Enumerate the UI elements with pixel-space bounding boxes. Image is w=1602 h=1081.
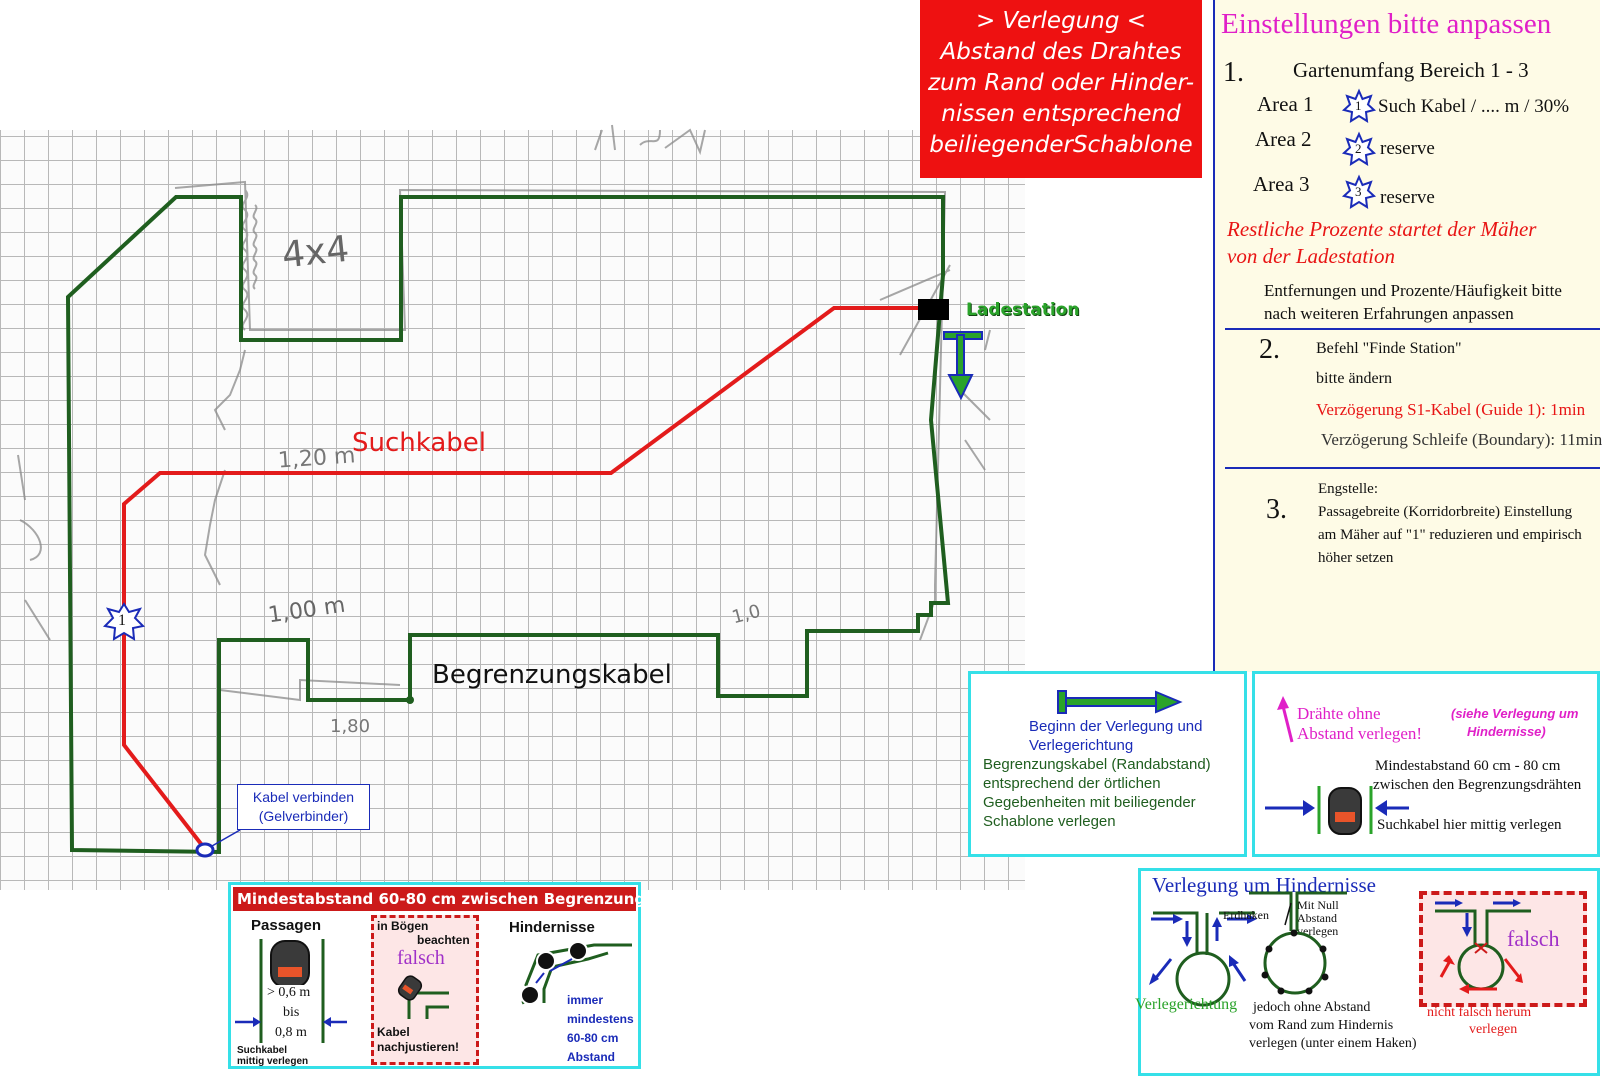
- connect-callout: [237, 784, 370, 830]
- s3-line2: Passagebreite (Korridorbreite) Einstellung: [1318, 504, 1573, 520]
- sketch-label-plot: 4x4: [280, 228, 352, 277]
- mindest-kabel2: nachjustieren!: [377, 1040, 460, 1054]
- mindest-boegen2: beachten: [417, 933, 470, 947]
- hindernisse-verlegerichtung: Verlegerichtung: [1135, 996, 1238, 1013]
- note-line1: Entfernungen und Prozente/Häufigkeit bitte: [1264, 281, 1562, 300]
- area-2-label: Area 2: [1255, 127, 1312, 151]
- direction-arrow-icon: [1056, 688, 1182, 716]
- beginn-line4: entsprechend der örtlichen: [983, 775, 1161, 792]
- area-2-star-number: 2: [1355, 141, 1362, 156]
- settings-panel: [1213, 0, 1600, 672]
- hindernisse-jedoch3: verlegen (unter einem Haken): [1249, 1036, 1417, 1051]
- mindest-immer1: immer: [567, 993, 604, 1007]
- divider-2: [1225, 467, 1600, 469]
- area-1-label: Area 1: [1257, 92, 1314, 116]
- beginn-line3: Begrenzungskabel (Randabstand): [983, 756, 1211, 773]
- mindest-passagen: Passagen: [251, 917, 322, 934]
- rest-percent-line1: Restliche Prozente startet der Mäher: [1227, 217, 1537, 241]
- beginn-line5: Gegebenheiten mit beiliegender: [983, 794, 1196, 811]
- mindest-title: Mindestabstand 60-80 cm zwischen Begrenzungsdrähten: [233, 887, 636, 911]
- callout-line: [212, 830, 240, 846]
- sketch-label-dim1: 1,20 m: [277, 443, 357, 474]
- boundary-cable: [68, 197, 948, 852]
- verlegung-notice: [920, 0, 1202, 178]
- notice-line-2: Abstand des Drahtes: [940, 39, 1182, 65]
- area-3-star-number: 3: [1355, 184, 1362, 199]
- draehte-such: Suchkabel hier mittig verlegen: [1377, 817, 1562, 833]
- draehte-line1: Drähte ohne: [1297, 704, 1381, 723]
- area-1-text: Such Kabel / .... m / 30%: [1378, 96, 1570, 117]
- sketch-label-dim3: 1,80: [330, 716, 371, 737]
- draehte-note2: Hindernisse): [1467, 724, 1546, 739]
- magenta-arrow-icon: [1275, 696, 1299, 744]
- draehte-line2: Abstand verlegen!: [1297, 724, 1423, 743]
- hindernisse-jedoch1: jedoch ohne Abstand: [1253, 1000, 1371, 1015]
- hindernisse-mit2: Abstand: [1297, 911, 1337, 925]
- panel-draehte-ohne-abstand: [1252, 671, 1600, 857]
- mindest-such1: Suchkabel: [237, 1045, 288, 1056]
- area-star-1-number: 1: [118, 612, 126, 629]
- panel-beginn-verlegung: [968, 671, 1247, 857]
- mindest-boegen1: in Bögen: [377, 919, 429, 933]
- connect-callout-line2: (Gelverbinder): [258, 808, 349, 824]
- notice-line-3: zum Rand oder Hinder-: [927, 70, 1195, 96]
- mindest-immer2: mindestens: [567, 1012, 634, 1026]
- panel-verlegung-hindernisse: [1135, 868, 1600, 1076]
- mindest-hindernisse: Hindernisse: [509, 919, 595, 936]
- mindest-dist1: > 0,6 m: [267, 985, 311, 1000]
- beginn-line1: Beginn der Verlegung und: [1029, 718, 1203, 735]
- mindest-dist2: bis: [283, 1005, 300, 1020]
- beginn-line2: Verlegerichtung: [1029, 737, 1134, 754]
- draehte-note1: (siehe Verlegung um: [1451, 706, 1579, 721]
- section-3-number: 3.: [1266, 494, 1287, 525]
- s3-line3: am Mäher auf "1" reduzieren und empirisch: [1318, 527, 1582, 543]
- notice-line-4: nissen entsprechend: [941, 101, 1181, 127]
- boundary-joint-dot: [406, 696, 414, 704]
- s2-line3: Verzögerung S1-Kabel (Guide 1): 1min: [1316, 400, 1586, 419]
- hindernisse-jedoch2: vom Rand zum Hindernis: [1249, 1018, 1394, 1033]
- hindernisse-falsch: falsch: [1507, 926, 1560, 951]
- s2-line2: bitte ändern: [1316, 370, 1392, 387]
- sketch-label-dim4: 1,0: [729, 600, 763, 629]
- direction-arrow-station: [944, 332, 982, 398]
- hindernisse-mit3: verlegen: [1297, 924, 1339, 938]
- section-1-number: 1.: [1223, 57, 1244, 88]
- area-2-text: reserve: [1380, 138, 1435, 159]
- s2-line1: Befehl "Finde Station": [1316, 340, 1462, 357]
- draehte-min2: zwischen den Begrenzungsdrähten: [1373, 777, 1582, 793]
- divider-1: [1225, 328, 1600, 330]
- mindest-immer3: 60-80 cm: [567, 1031, 619, 1045]
- mindest-kabel1: Kabel: [377, 1025, 410, 1039]
- sketch-label-dim2: 1,00 m: [266, 592, 347, 629]
- panel-mindestabstand: [228, 882, 722, 1069]
- area-3-label: Area 3: [1253, 172, 1310, 196]
- connect-callout-line1: Kabel verbinden: [252, 789, 355, 805]
- corner-wire-icon: [391, 973, 461, 1021]
- zero-distance-obstacle-icon: [1247, 889, 1351, 1001]
- section-1-heading: Gartenumfang Bereich 1 - 3: [1293, 58, 1529, 82]
- mindest-dist3: 0,8 m: [275, 1025, 307, 1040]
- suchkabel-line: [124, 308, 934, 849]
- note-line2: nach weiteren Erfahrungen anpassen: [1264, 304, 1514, 323]
- hindernisse-nicht2: verlegen: [1469, 1022, 1518, 1037]
- hindernisse-title: Verlegung um Hindernisse: [1152, 873, 1376, 897]
- settings-title: Einstellungen bitte anpassen: [1221, 8, 1552, 40]
- notice-line-1: > Verlegung <: [975, 8, 1147, 34]
- mindest-falsch: falsch: [397, 947, 445, 969]
- area-3-text: reserve: [1380, 187, 1435, 208]
- rest-percent-line2: von der Ladestation: [1227, 244, 1395, 268]
- s3-line1: Engstelle:: [1318, 481, 1378, 497]
- notice-line-5: beiliegenderSchablone: [929, 132, 1193, 158]
- suchkabel-label: Suchkabel: [352, 428, 487, 458]
- pencil-sketch: [18, 125, 990, 700]
- s2-line4: Verzögerung Schleife (Boundary): 11min: [1321, 430, 1602, 449]
- mindest-such2: mittig verlegen: [237, 1056, 309, 1067]
- mindest-immer4: Abstand: [567, 1050, 615, 1064]
- cable-connector: [197, 844, 213, 856]
- hindernisse-mit1: Mit Null: [1297, 898, 1339, 912]
- area-1-star-number: 1: [1355, 98, 1362, 113]
- ladestation-label: Ladestation: [966, 300, 1080, 320]
- ladestation-box: [918, 299, 949, 320]
- begrenzungskabel-label: Begrenzungskabel: [432, 660, 672, 690]
- draehte-min1: Mindestabstand 60 cm - 80 cm: [1375, 758, 1561, 774]
- hindernisse-erdhaken: Erdhaken: [1223, 908, 1269, 922]
- beginn-line6: Schablone verlegen: [983, 813, 1116, 830]
- section-2-number: 2.: [1259, 334, 1280, 365]
- hindernisse-nicht1: nicht falsch herum: [1427, 1005, 1532, 1020]
- s3-line4: höher setzen: [1318, 550, 1394, 566]
